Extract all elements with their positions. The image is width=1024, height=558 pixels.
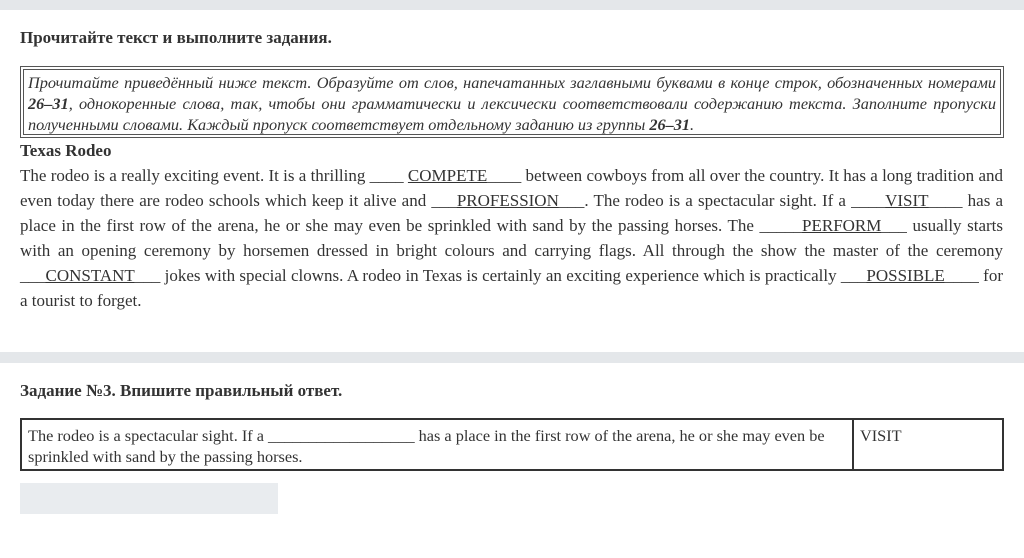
passage-segment: The rodeo is a really exciting event. It is a thrilling ____ [20, 166, 408, 185]
keyword-possible: POSSIBLE [866, 266, 945, 285]
question-heading: Задание №3. Впишите правильный ответ. [20, 381, 343, 400]
keyword-constant: CONSTANT [45, 266, 135, 285]
keyword-profession: PROFESSION [456, 191, 559, 210]
task-heading: Прочитайте текст и выполните задания. [20, 28, 332, 47]
question-keyword: VISIT [853, 419, 1003, 470]
top-divider [0, 0, 1024, 10]
instruction-range1: 26–31 [28, 94, 69, 113]
passage-segment: ___ jokes with special clowns. A rodeo in Texas is certainly an exciting experience which is practically ___ [134, 266, 867, 285]
instruction-text [23, 69, 1001, 135]
answer-input[interactable] [20, 483, 278, 514]
text-title: Texas Rodeo [20, 141, 112, 160]
passage-text [20, 163, 1003, 313]
question-text: The rodeo is a spectacular sight. If a __________________ has a place in the first row of the arena, he or she may even be sprinkled with sand by the passing horses. [21, 419, 853, 470]
passage-segment: ____ has a place in the first row of the arena, he or she may even be sprinkled with sand by the passing horses. The _____ [20, 191, 1004, 235]
instruction-range2: 26–31 [649, 115, 691, 134]
passage-segment: ___ usually starts with an opening ceremony by horsemen dressed in bright colours and carrying flags. All through the show the master of the ceremony ___ [20, 216, 1004, 285]
question-table [20, 418, 1004, 471]
passage-segment: ___. The rodeo is a spectacular sight. If a ____ [558, 191, 886, 210]
instruction-box [20, 66, 1004, 138]
keyword-compete: COMPETE [407, 166, 488, 185]
instruction-part2: , однокоренные слова, так, чтобы они грамматически и лексически соответствовали содержанию текста. Заполните пропуски полученными словами. Каждый пропуск соответствует отдельному заданию из группы [28, 94, 996, 134]
keyword-visit: VISIT [885, 191, 929, 210]
instruction-part1: Прочитайте приведённый ниже текст. Образуйте от слов, напечатанных заглавными буквами в конце строк, обозначенных номерами [28, 73, 996, 92]
instruction-part3: . [690, 115, 695, 134]
keyword-perform: PERFORM [802, 216, 882, 235]
section-divider [0, 352, 1024, 363]
passage-segment: ____ between cowboys from all over the country. It has a long tradition and even today there are rodeo schools which keep it alive and ___ [20, 166, 1003, 210]
passage-segment: ____ for a tourist to forget. [20, 266, 1003, 310]
